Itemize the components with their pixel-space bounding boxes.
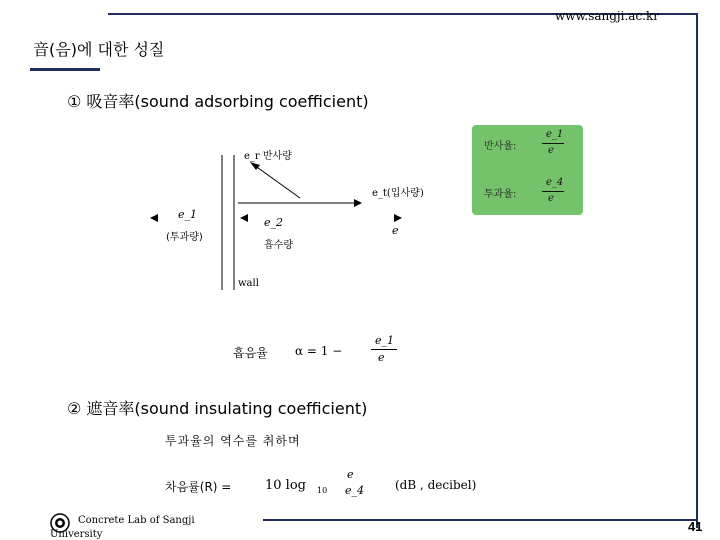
heading-underline: [30, 68, 100, 71]
absorption-ratio-label: 반사율:: [484, 141, 517, 152]
transmitted-word: (투과량): [166, 232, 203, 243]
section-heading: 音(음)에 대한 성질: [33, 40, 165, 59]
transmission-ratio-label: 투과율:: [484, 189, 517, 200]
item2-title: ② 遮音率(sound insulating coefficient): [67, 399, 368, 418]
incident-arrowhead: [354, 199, 362, 207]
transmission-fraction-bar: [542, 191, 564, 192]
bottom-rule: [263, 519, 697, 521]
transmission-ratio-den: e: [548, 193, 554, 204]
tl-den: e_4: [345, 484, 365, 497]
absorption-ratio-den: e: [548, 145, 554, 156]
ratio-formula-box: [472, 125, 583, 215]
footer-lab-name: Concrete Lab of Sangji: [78, 515, 195, 526]
absorption-eq-label: 흡음율: [233, 346, 268, 360]
absorption-ratio-num: e_1: [546, 129, 564, 140]
incident-e: e: [392, 224, 399, 237]
reflected-label: e_r 반사량: [244, 151, 292, 162]
absorbed-e: e_2: [264, 216, 284, 229]
reflected-arrow: [254, 165, 300, 198]
transmitted-e: e_1: [178, 208, 198, 221]
wall-label: wall: [238, 278, 259, 289]
absorbed-word: 흡수량: [264, 240, 293, 251]
absorption-eq-num: e_1: [375, 334, 395, 347]
sound-wall-diagram: [140, 130, 460, 300]
item1-title: ① 吸音率(sound adsorbing coefficient): [67, 92, 369, 111]
tl-label: 차음률(R) =: [165, 480, 232, 494]
tl-expr: 10 log: [265, 478, 306, 493]
site-url: www.sangji.ac.kr: [555, 9, 659, 23]
absorption-eq-den: e: [378, 351, 385, 364]
transmission-loss-description: 투과율의 역수를 취하며: [165, 434, 301, 448]
transmission-ratio-num: e_4: [546, 177, 564, 188]
absorption-eq-bar: [371, 349, 397, 350]
transmitted-arrowhead: [150, 214, 158, 222]
page-number: 41: [688, 519, 703, 534]
right-rule: [696, 13, 698, 528]
absorbed-arrowhead: [240, 214, 248, 222]
footer-university: University: [50, 529, 103, 540]
incident-label: e_t(입사량): [372, 188, 424, 199]
absorption-eq-lhs: α = 1 −: [295, 344, 343, 358]
incoming-arrowhead: [394, 214, 402, 222]
tl-unit: (dB , decibel): [395, 478, 477, 492]
absorption-fraction-bar: [542, 143, 564, 144]
tl-num: e: [347, 468, 354, 481]
tl-base: 10: [317, 486, 328, 495]
